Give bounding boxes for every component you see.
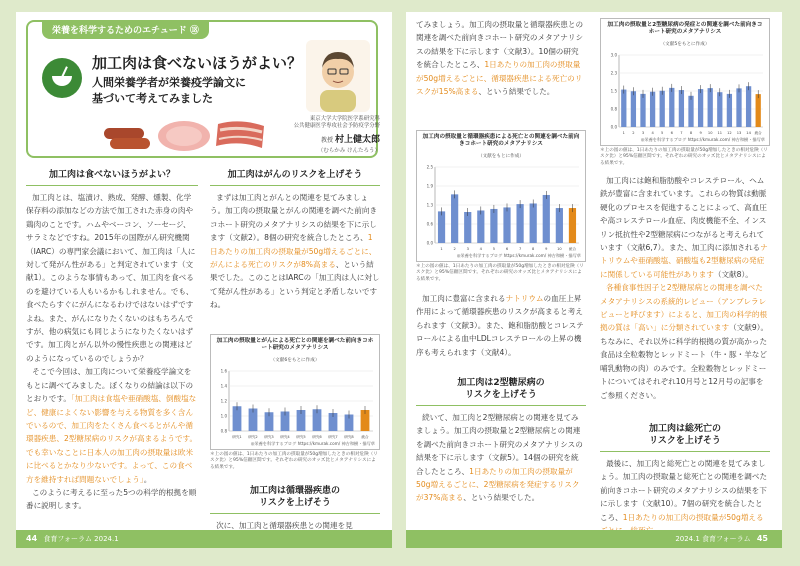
x-tick-label: 6 xyxy=(505,247,509,251)
footer-text: 食育フォーラム 2024.1 xyxy=(43,535,119,543)
x-tick-label: 8 xyxy=(689,131,693,135)
paragraph: 続いて、加工肉と2型糖尿病との関連を見てみましょう。加工肉の摂取量と2型糖尿病との関連を調べた前向きコホート研究のメタアナリシスの結果を下に示します（文献5）。14個の研究を統合したところ、1日あたりの加工肉の摂取量が50g増えるごとに、2型糖尿病を発症するリスクが37%高まる、という結果でした。 xyxy=(416,413,583,503)
y-tick-label: 1.2 xyxy=(220,398,227,404)
chart-source: ◎栄養を科学するブログ https://kmurak.com/ 神吉和樹・描写草 xyxy=(250,441,375,446)
y-tick-label: 2.3 xyxy=(610,70,617,76)
article-title: 加工肉は食べないほうがよい？ xyxy=(92,54,303,72)
author-role: 教授 xyxy=(321,137,334,144)
y-tick-label: 1.3 xyxy=(426,202,433,208)
x-tick-label: 研究1 xyxy=(232,435,242,439)
column-right-a-mid xyxy=(416,292,586,359)
y-tick-label: 1.0 xyxy=(220,413,227,419)
paragraph: 次に、加工肉と循環器疾患との関連を見 xyxy=(216,521,353,530)
y-tick-label: 3.0 xyxy=(610,52,617,58)
x-tick-label: 5 xyxy=(661,131,664,135)
paragraph: 加工肉とは、塩漬け、熟成、発酵、燻製、化学保存料の添加などの方法で加工された赤身の肉や鶏肉のことです。ハムやベーコン、ソーセージ、サラミなどですね。2015年の国際がん研究機関（IARC）の専門家会議において、加工肉は「人に対して発がん性がある」と判定されています（文献1）。このような事情もあって、加工肉を食べるのを避けている人もいるかもしれません。でも、食べたらすぐにがんになるわけではないはずですよね。また、がんになりたくないのはもちろんですが、他の病気にも同じようになりたくないはずです。加工肉とがん以外の慢性疾患との関連はどのようになっているのでしょうか？ xyxy=(26,193,196,363)
bar xyxy=(543,195,550,243)
x-tick-label: 研究7 xyxy=(328,435,338,439)
processed-meat-illustration xyxy=(100,114,270,156)
y-tick-label: 0.6 xyxy=(426,221,433,227)
article-header xyxy=(26,20,378,158)
x-tick-label: 8 xyxy=(532,247,535,251)
column-left-b-bottom xyxy=(210,482,380,532)
x-tick-label: 10 xyxy=(557,247,562,251)
column-right-a-top xyxy=(416,18,586,98)
chart-cvd xyxy=(416,130,586,262)
bar xyxy=(640,94,645,127)
column-right-b-bottom xyxy=(600,420,770,537)
author-affiliation: 東京大学大学院医学系研究科 公共健康医学専攻社会予防疫学分野 xyxy=(293,116,380,129)
bar xyxy=(621,90,626,127)
paragraph: まずは加工肉とがんとの関連を見てみましょう。加工肉の摂取量とがんの関連を調べた前向きコホート研究のメタアナリシスの結果を下に示します（文献2）。8個の研究を統合したところ、1日あたりの加工肉の摂取量が50g増えるごとに、がんによる死亡のリスクが8%高まる、という結果でした。このことはIARCの「加工肉は人に対して発がん性がある」という判定と矛盾しないですね。 xyxy=(210,193,380,310)
x-tick-label: 研究8 xyxy=(344,435,354,439)
x-tick-label: 14 xyxy=(746,131,751,135)
section-heading-diabetes: 加工肉は2型糖尿病の リスクを上げそう xyxy=(416,374,586,406)
x-tick-label: 1 xyxy=(440,247,443,251)
ham-icon xyxy=(158,121,210,151)
chart-source: ◎栄養を科学するブログ https://kmurak.com/ 神吉和樹・描写草 xyxy=(640,137,765,142)
x-tick-label: 統合 xyxy=(754,131,762,135)
y-tick-label: 0.8 xyxy=(610,106,617,112)
x-tick-label: 研究3 xyxy=(264,435,274,439)
chart-note: ＊上の図の値は、1日あたりの加工肉の摂取量が50g増加したときの相対危険（リスク比）と95%信頼区間です。それぞれの研究のオッズ比とメタアナリシスによる結果です。 xyxy=(416,264,584,282)
author-portrait xyxy=(306,40,370,112)
chart-note: ＊上の図の値は、1日あたりの加工肉の摂取量が50g増加したときの相対危険（リスク比）と95%信頼区間です。それぞれの研究のオッズ比とメタアナリシスによる結果です。 xyxy=(210,452,378,470)
bar xyxy=(556,208,563,243)
chart-note: ＊上の図の値は、1日あたりの加工肉の摂取量が50g増加したときの相対危険（リスク比）と95%信頼区間です。それぞれの研究のオッズ比とメタアナリシスによる結果です。 xyxy=(600,148,768,166)
paragraph: 各種食事性因子と2型糖尿病との関連を調べたメタアナリシスの系統的レビュー（アンブレラレビューと呼びます）によると、加工肉の科学的根拠の質は「高い」に分類されています（文献9）。ちなみに、それ以外に科学的根拠の質が高かった食品は全粒穀物とレッドミート（牛・豚・羊など哺乳動物の肉）のみです。全粒穀物とレッドミートについてはそれぞれ10月号と12月号の記事をご参照ください。 xyxy=(600,283,769,400)
bar xyxy=(631,91,636,127)
x-tick-label: 4 xyxy=(651,131,654,135)
x-tick-label: 9 xyxy=(545,247,548,251)
chart-diabetes xyxy=(600,18,770,146)
bar xyxy=(438,211,445,243)
x-tick-label: 統合 xyxy=(568,247,577,251)
bar xyxy=(530,203,537,243)
x-tick-label: 7 xyxy=(518,247,522,251)
page-footer-left xyxy=(16,530,392,548)
chart-subtitle: （文献5をもとに作成） xyxy=(660,42,710,47)
y-tick-label: 1.4 xyxy=(220,383,227,389)
x-tick-label: 研究5 xyxy=(296,435,306,439)
subtitle-line-1: 人間栄養学者が栄養疫学論文に xyxy=(92,76,246,89)
chart-plot xyxy=(421,163,583,255)
bar xyxy=(477,210,484,243)
page-number: 44 xyxy=(26,534,38,543)
section-heading-mortality: 加工肉は総死亡の リスクを上げそう xyxy=(600,420,770,452)
bar xyxy=(736,88,741,127)
paragraph: そこで今回は、加工肉について栄養疫学論文をもとに調べてみました。ぼくなりの結論は以下のとおりです。「加工肉は食塩や亜硝酸塩、倒酸塩など、健康によくない影響を与える物質を多く含んでいるので、加工肉をたくさん食べるとがんや循環器疾患、2型糖尿病のリスクが高まるようです。でも幸いなことに日本人の加工肉の摂取量は欧米に比べるとかなり少ないです。よって、この食べ方を維持すれば問題ないでしょう」。 xyxy=(26,367,198,484)
bacon-icon xyxy=(216,121,264,148)
footer-text: 2024.1 食育フォーラム xyxy=(675,535,751,543)
series-tag: 栄養を科学するためのエチュード ⑱ xyxy=(42,20,209,39)
bar xyxy=(650,92,655,127)
x-tick-label: 研究2 xyxy=(248,435,258,439)
x-tick-label: 2 xyxy=(632,131,635,135)
x-tick-label: 7 xyxy=(680,131,683,135)
y-tick-label: 0.0 xyxy=(610,124,617,130)
section-heading-intro: 加工肉は食べないほうがよい？ xyxy=(26,166,198,186)
bar xyxy=(756,94,761,127)
bar xyxy=(708,88,713,127)
x-tick-label: 12 xyxy=(727,131,732,135)
bar xyxy=(698,89,703,127)
bowl-logo-icon xyxy=(42,58,82,98)
y-tick-label: 2.5 xyxy=(426,164,433,170)
x-tick-label: 6 xyxy=(670,131,673,135)
chart-plot xyxy=(605,51,767,139)
bar xyxy=(746,86,751,127)
paragraph: 最後に、加工肉と総死亡との関連を見てみましょう。加工肉の摂取量と総死亡との関連を調べた前向きコホート研究のメタアナリシスの結果を下に示します（文献10）。7個の研究を統合したところ、1日あたりの加工肉の摂取量が50g増える xyxy=(600,459,768,522)
section-heading-cancer: 加工肉はがんのリスクを上げそう xyxy=(210,166,380,186)
bar xyxy=(516,204,523,243)
page-footer-right xyxy=(406,530,782,548)
right-page xyxy=(406,12,782,548)
bar xyxy=(660,91,665,127)
x-tick-label: 11 xyxy=(717,131,723,135)
paragraph: このように考えるに至った5つの科学的根拠を順番に説明します。 xyxy=(26,487,197,511)
x-tick-label: 3 xyxy=(466,247,469,251)
x-tick-label: 2 xyxy=(453,247,456,251)
column-left-a xyxy=(26,166,198,513)
paragraph: てみましょう。加工肉の摂取量と循環器疾患との関連を調べた前向きコホート研究のメタアナリシスの結果を下に示します（文献3）。10個の研究を統合したところ、1日あたりの加工肉の摂取量が50g増えるごとに、循環器疾患による死亡のリスクが15%高まる、という結果でした。 xyxy=(416,20,584,97)
bar xyxy=(503,207,510,243)
chart-subtitle: （文献をもとに作成） xyxy=(478,154,524,159)
paragraph: 加工肉には飽和脂肪酸やコレステロール、ヘム鉄が豊富に含まれています。これらの物質は動脈硬化のプロセスを促進することによって、高血圧や高コレステロール血症、肉皮機能不全、インスリン抵抗性や2型糖尿病につながると考えられています（文献6,7）。また、加工肉に添加されるナトリウムや亜硝酸塩、硝酸塩も2型糖尿病の発症に関係している可能性があります（文献8）。 xyxy=(600,176,768,279)
bar xyxy=(727,94,732,127)
page-number: 45 xyxy=(756,534,768,543)
column-left-b xyxy=(210,166,380,312)
chart-cancer xyxy=(210,334,380,450)
x-tick-label: 研究4 xyxy=(280,435,290,439)
x-tick-label: 13 xyxy=(736,131,742,135)
x-tick-label: 10 xyxy=(707,131,713,135)
author-name: 村上健太郎 xyxy=(334,135,380,145)
chart-title: 加工肉の摂取量とがんによる死亡との関連を調べた前向きコホート研究のメタアナリシス xyxy=(216,338,374,351)
paragraph: 加工肉に豊富に含まれるナトリウムの血圧上昇作用によって循環器疾患のリスクが高まると考えられます（文献3）。また、飽和脂肪酸とコレステロールによる血中LDLコレステロールの上昇の機序も考えられます（文献4）。 xyxy=(416,294,584,357)
y-tick-label: 1.5 xyxy=(610,88,617,94)
subtitle-line-2: 基づいて考えてみました xyxy=(92,92,213,105)
chart-source: ◎栄養を科学するブログ https://kmurak.com/ 神吉和樹・描写草 xyxy=(456,253,581,258)
y-tick-label: 1.6 xyxy=(220,368,227,374)
bar xyxy=(717,92,722,127)
y-tick-label: 1.9 xyxy=(426,183,433,189)
x-tick-label: 4 xyxy=(479,247,482,251)
author-line xyxy=(260,132,380,145)
chart-plot xyxy=(215,367,377,443)
left-page xyxy=(16,12,392,548)
bar xyxy=(464,212,471,243)
column-right-a-bottom xyxy=(416,374,586,505)
bar xyxy=(569,208,576,243)
section-heading-cvd: 加工肉は循環器疾患の リスクを上げそう xyxy=(210,482,380,514)
bar xyxy=(679,90,684,127)
column-right-b xyxy=(600,174,770,402)
y-tick-label: 0.0 xyxy=(426,240,433,246)
author-kana: （むらかみ けんたろう） xyxy=(317,148,380,154)
x-tick-label: 5 xyxy=(492,247,496,251)
x-tick-label: 3 xyxy=(641,131,645,135)
chart-title: 加工肉の摂取量と循環器疾患による死亡との関連を調べた前向きコホート研究のメタアナリシス xyxy=(422,134,580,147)
bar xyxy=(490,209,497,243)
bar xyxy=(669,88,674,127)
sausage-icon xyxy=(104,128,150,149)
y-tick-label: 0.8 xyxy=(220,428,227,434)
chart-title: 加工肉の摂取量と2型糖尿病の発症との関連を調べた前向きコホート研究のメタアナリシス xyxy=(607,22,763,35)
x-tick-label: 統合 xyxy=(361,435,369,439)
bar xyxy=(451,194,458,243)
x-tick-label: 9 xyxy=(699,131,702,135)
chart-subtitle: （文献6をもとに作成） xyxy=(270,358,320,363)
x-tick-label: 1 xyxy=(622,131,625,135)
bar xyxy=(688,96,693,127)
x-tick-label: 研究6 xyxy=(312,435,322,439)
